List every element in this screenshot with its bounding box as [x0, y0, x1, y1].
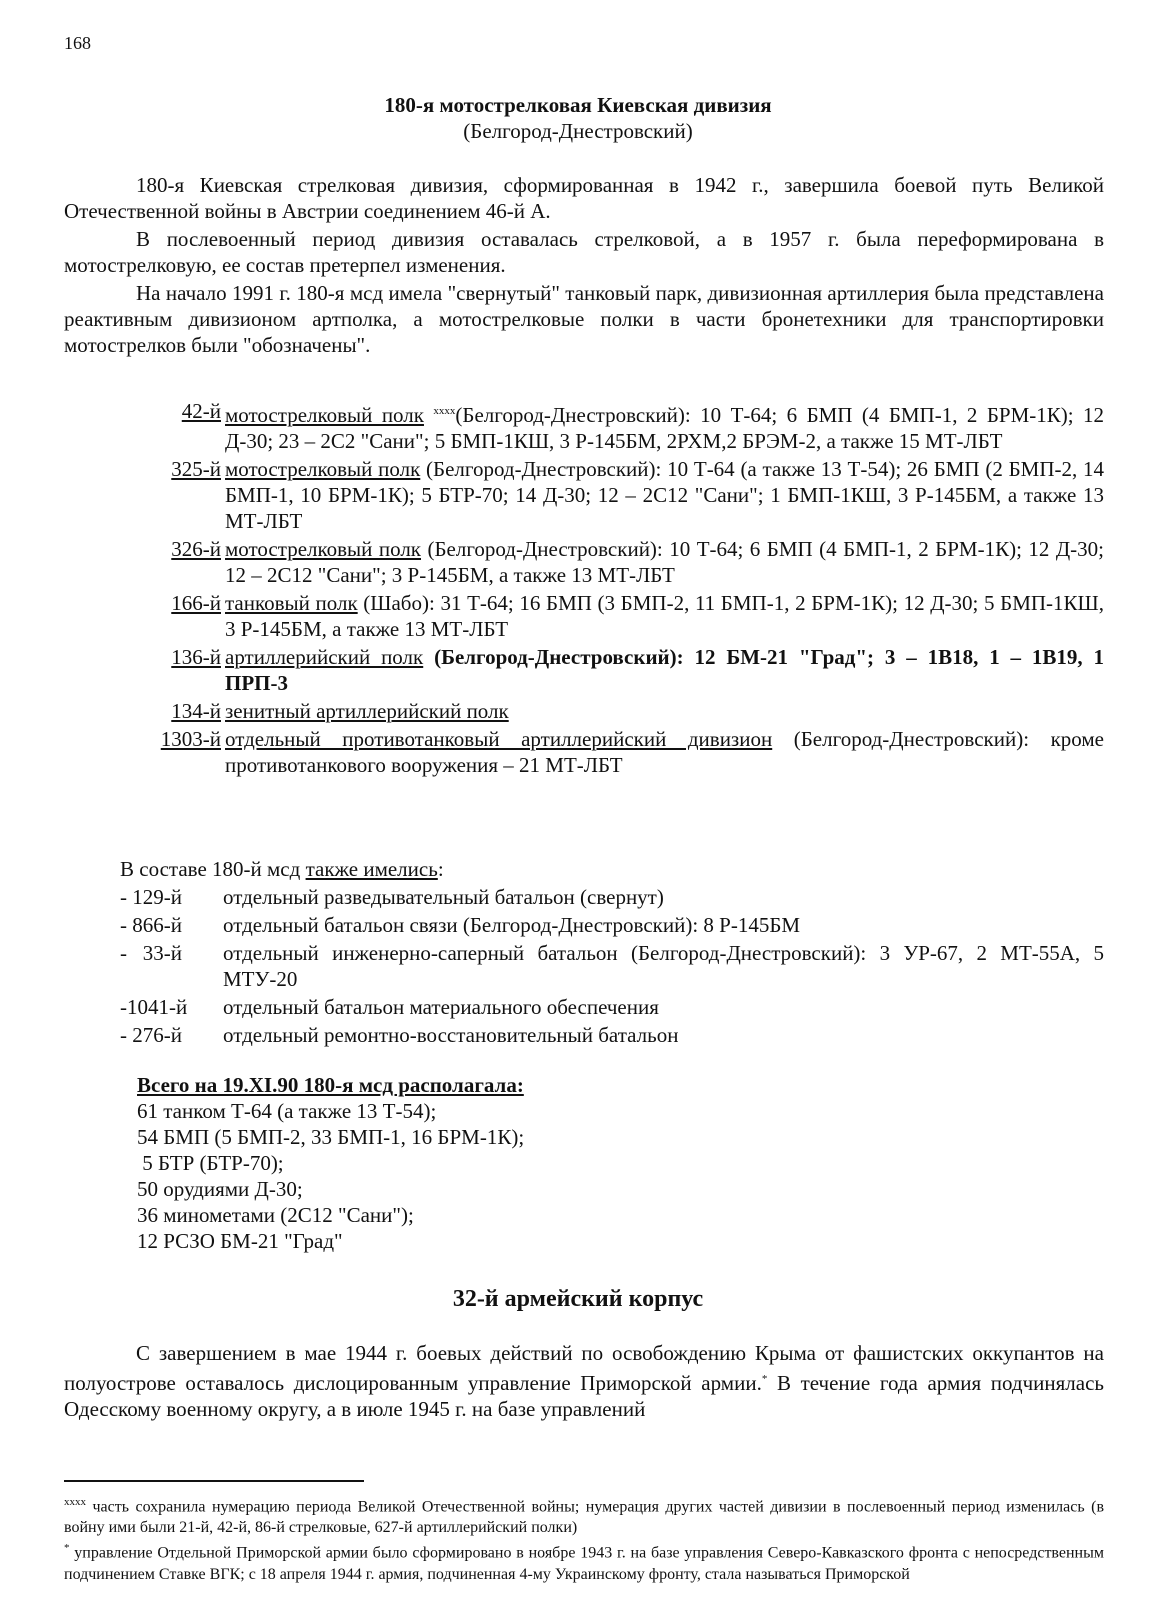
additional-unit-text: отдельный инженерно-саперный батальон (Белгород-Днестровский): 3 УР-67, 2 МТ-55А, 5 МТУ-20 [223, 941, 1104, 991]
division-heading [0, 92, 1156, 144]
additional-unit-text: отдельный батальон связи (Белгород-Днестровский): 8 Р-145БМ [223, 913, 801, 937]
totals-heading: Всего на 19.XI.90 180-я мсд располагала: [137, 1073, 524, 1097]
division-title: 180-я мотострелковая Киевская дивизия [384, 93, 772, 117]
unit-details: (Шабо): 31 Т-64; 16 БМП (3 БМП-2, 11 БМП-1, 2 БРМ-1К); 12 Д-30; 5 БМП-1КШ, 3 Р-145БМ, а также 13 МТ-ЛБТ [225, 591, 1104, 641]
unit-number: 134-й [171, 699, 221, 723]
additional-unit-item [120, 994, 1104, 1020]
additional-unit-number: - 33-й [120, 941, 182, 965]
additional-unit-item [120, 884, 1104, 910]
footnote-text: часть сохранила нумерацию периода Великой Отечественной войны; нумерация других частей дивизии в послевоенный период изменилась (в войну ими были 21-й, 42-й, 86-й стрелковые, 627-й артиллерийский полки) [64, 1498, 1104, 1537]
footnotes [64, 1492, 1104, 1585]
unit-name: мотострелковый полк [225, 457, 421, 481]
unit-item [148, 698, 1104, 724]
unit-number: 42-й [181, 399, 221, 423]
totals-section [137, 1072, 1037, 1254]
intro-section [64, 172, 1104, 360]
additional-units-heading: В составе 180-й мсд также имелись: [120, 857, 444, 881]
footnote-divider [64, 1480, 364, 1482]
additional-unit-number: -1041-й [120, 995, 188, 1019]
unit-item [148, 644, 1104, 696]
unit-item [148, 536, 1104, 588]
unit-item [148, 398, 1104, 454]
unit-name: мотострелковый полк [225, 403, 424, 427]
totals-line: 36 минометами (2С12 "Сани"); [137, 1203, 414, 1227]
totals-line: 61 танком Т-64 (а также 13 Т-54); [137, 1099, 437, 1123]
additional-units-section [120, 856, 1104, 1050]
footnote [64, 1492, 1104, 1538]
corps-paragraph: С завершением в мае 1944 г. боевых действий по освобождению Крыма от фашистских оккупантов на полуострове оставалось дислоцированным управление Приморской армии.* В течение года армия подчинялась Одесскому военному округу, а в июле 1945 г. на базе управлений [64, 1341, 1104, 1421]
unit-name: мотострелковый полк [225, 537, 421, 561]
footnote-text: управление Отдельной Приморской армии было сформировано в ноябре 1943 г. на базе управления Северо-Кавказского фронта с непосредственным подчинением Ставке ВГК; с 18 апреля 1944 г. армия, подчиненная 4-му Украинскому фронту, стала называться Приморской [64, 1544, 1104, 1583]
unit-number: 136-й [171, 645, 221, 669]
unit-name: танковый полк [225, 591, 358, 615]
footnote-ref: * [761, 1373, 768, 1385]
unit-details: (Белгород-Днестровский): 10 Т-64 (а также 13 Т-54); 26 БМП (2 БМП-2, 14 БМП-1, 10 БРМ-1К); 5 БТР-70; 14 Д-30; 12 – 2С12 "Сани"; 1 БМП-1КШ, 3 Р-145БМ, а также 13 МТ-ЛБТ [225, 457, 1104, 533]
footnote-mark: xxxx [64, 1496, 86, 1508]
corps-section [64, 1340, 1104, 1422]
footnote [64, 1538, 1104, 1584]
intro-paragraph: В послевоенный период дивизия оставалась стрелковой, а в 1957 г. была переформирована в мотострелковую, ее состав претерпел изменения. [64, 227, 1104, 277]
unit-name: артиллерийский полк [225, 645, 424, 669]
totals-line: 12 РСЗО БМ-21 "Град" [137, 1229, 343, 1253]
division-subtitle: (Белгород-Днестровский) [463, 119, 693, 143]
additional-unit-item [120, 940, 1104, 992]
unit-number: 325-й [171, 457, 221, 481]
units-list [148, 398, 1104, 780]
intro-paragraph: 180-я Киевская стрелковая дивизия, сформированная в 1942 г., завершила боевой путь Великой Отечественной войны в Австрии соединением 46-й А. [64, 173, 1104, 223]
additional-unit-text: отдельный ремонтно-восстановительный батальон [223, 1023, 679, 1047]
unit-number: 1303-й [160, 727, 221, 751]
additional-unit-item [120, 912, 1104, 938]
unit-item [148, 726, 1104, 778]
additional-unit-number: - 129-й [120, 885, 182, 909]
unit-details: (Белгород-Днестровский): 10 Т-64; 6 БМП (4 БМП-1, 2 БРМ-1К); 12 Д-30; 12 – 2С12 "Сани"; 3 Р-145БМ, а также 13 МТ-ЛБТ [225, 537, 1104, 587]
unit-item [148, 456, 1104, 534]
totals-line: 50 орудиями Д-30; [137, 1177, 303, 1201]
unit-number: 166-й [171, 591, 221, 615]
additional-unit-text: отдельный батальон материального обеспечения [223, 995, 659, 1019]
corps-title: 32-й армейский корпус [452, 1286, 704, 1312]
unit-details: (Белгород-Днестровский): кроме противотанкового вооружения – 21 МТ-ЛБТ [225, 727, 1104, 777]
additional-unit-number: - 276-й [120, 1023, 182, 1047]
totals-line: 54 БМП (5 БМП-2, 33 БМП-1, 16 БРМ-1К); [137, 1125, 525, 1149]
page-number: 168 [64, 33, 91, 53]
unit-details: (Белгород-Днестровский): 10 Т-64; 6 БМП (4 БМП-1, 2 БРМ-1К); 12 Д-30; 23 – 2С2 "Сани"; 5 БМП-1КШ, 3 Р-145БМ, 2РХМ,2 БРЭМ-2, а также 15 МТ-ЛБТ [225, 403, 1104, 453]
totals-line: 5 БТР (БТР-70); [137, 1151, 284, 1175]
footnote-ref: xxxx [433, 405, 456, 417]
additional-unit-number: - 866-й [120, 913, 182, 937]
footnote-mark: * [64, 1542, 70, 1555]
unit-name: зенитный артиллерийский полк [225, 699, 509, 723]
unit-details: (Белгород-Днестровский): 12 БМ-21 "Град"; 3 – 1В18, 1 – 1В19, 1 ПРП-3 [225, 645, 1105, 695]
additional-unit-text: отдельный разведывательный батальон (свернут) [223, 885, 664, 909]
unit-name: отдельный противотанковый артиллерийский дивизион [225, 727, 773, 751]
unit-item [148, 590, 1104, 642]
intro-paragraph: На начало 1991 г. 180-я мсд имела "свернутый" танковый парк, дивизионная артиллерия была представлена реактивным дивизионом артполка, а мотострелковые полки в части бронетехники для транспортировки мотострелков были "обозначены". [64, 281, 1104, 357]
additional-unit-item [120, 1022, 1104, 1048]
unit-number: 326-й [171, 537, 221, 561]
